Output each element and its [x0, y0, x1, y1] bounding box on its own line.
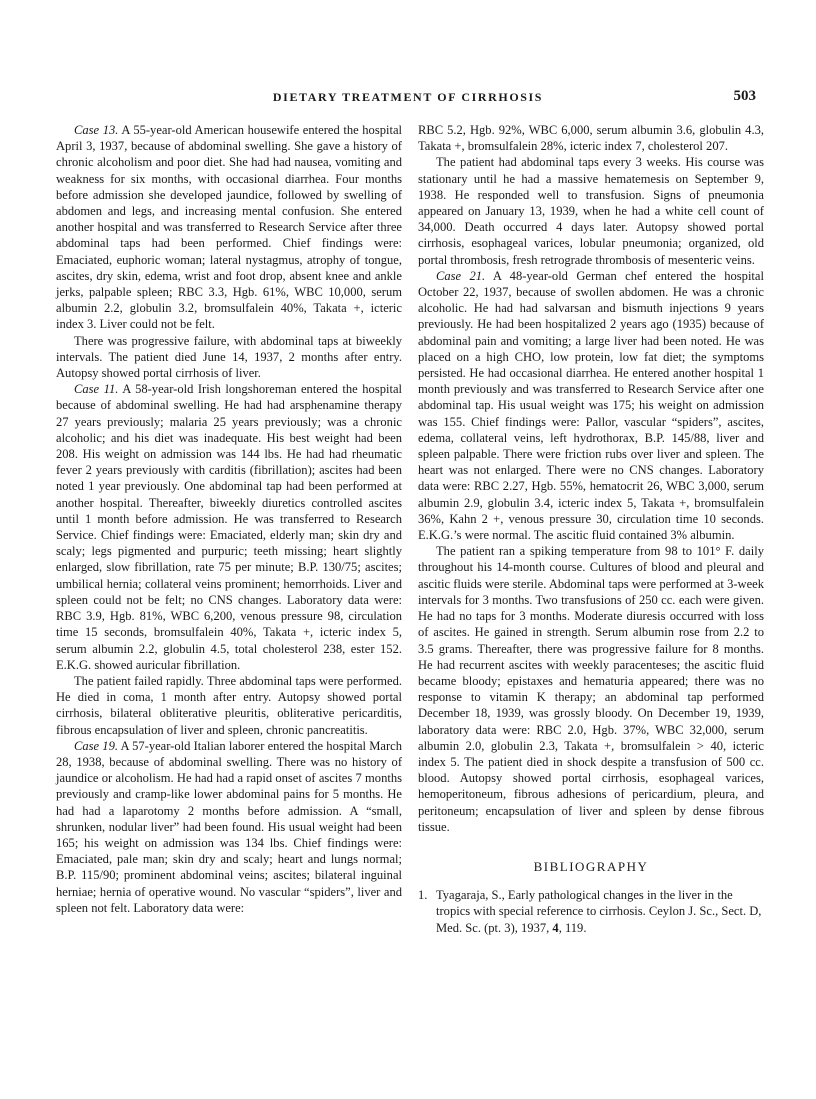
- bibliography-entry-volume: 4: [552, 920, 559, 935]
- bibliography-entry-pages: 119.: [564, 920, 587, 935]
- case-19-continuation: RBC 5.2, Hgb. 92%, WBC 6,000, serum albumin 3.6, globulin 4.3, Takata +, bromsulfalein 28%, icteric index 7, cholesterol 207.: [418, 123, 764, 154]
- right-column: [418, 122, 764, 936]
- bibliography-entry-text: Tyagaraja, S., Early pathological changes in the liver in the tropics with special reference to cirrhosis. Ceylon J. Sc., Sect. D, Med. Sc. (pt. 3), 1937,: [436, 888, 762, 935]
- case-21-label: Case 21.: [436, 268, 486, 283]
- case-21-text: A 48-year-old German chef entered the hospital October 22, 1937, because of swollen abdomen. He was a chronic alcoholic. He had had salvarsan and bismuth injections 9 years previously. He had been hospitalized 2 years ago (1935) because of abdominal pain and vomiting; a large liver had been noted. He was placed on a high CHO, low protein, low fat diet; the symptoms persisted. He had occasional diarrhea. He entered another hospital 1 month previously and was transferred to Research Service after one abdominal tap. His usual weight was 175; his weight on admission was 155. Chief findings were: Pallor, vascular “spiders”, ascites, edema, collateral veins, left hydrothorax, B.P. 145/88, liver and spleen palpable. There were friction rubs over liver and spleen. The heart was not enlarged. There were no CNS changes. Laboratory data were: RBC 2.27, Hgb. 55%, hematocrit 26, WBC 3,000, serum albumin 2.9, globulin 3.4, icteric index 5, Takata +, bromsulfalein 36%, Kahn 2 +, venous pressure 30, circulation time 10 seconds. E.K.G.’s were normal. The ascitic fluid contained 3% albumin.: [418, 268, 764, 543]
- case-13-text: A 55-year-old American housewife entered the hospital April 3, 1937, because of abdominal swelling. She gave a history of chronic alcoholism and poor diet. She had had nausea, vomiting and weakness for six months, with occasional diarrhea. Four months before admission she developed jaundice, followed by swelling of abdomen and legs, and increasing mental confusion. She entered another hospital and was transferred to Research Service after three abdominal taps had been performed. Chief findings were: Emaciated, euphoric woman; lateral nystagmus, atrophy of tongue, ascites, dry skin, edema, wrist and foot drop, absent knee and ankle jerks, palpable spleen; RBC 3.3, Hgb. 61%, WBC 10,000, serum albumin 2.2, globulin 3.2, bromsulfalein 40%, Takata +, icteric index 3. Liver could not be felt.: [56, 123, 403, 332]
- case-13-followup: There was progressive failure, with abdominal taps at biweekly intervals. The patient died June 14, 1937, 2 months after entry. Autopsy showed portal cirrhosis of liver.: [56, 333, 402, 381]
- case-11-followup: The patient failed rapidly. Three abdominal taps were performed. He died in coma, 1 month after entry. Autopsy showed portal cirrhosis, bilateral obliterative pleuritis, obliterative pericarditis, fibrous encapsulation of liver and spleen, chronic pancreatitis.: [56, 673, 402, 737]
- page-number: 503: [733, 88, 756, 104]
- case-13-label: Case 13.: [74, 123, 119, 137]
- case-11-paragraph: [56, 381, 402, 673]
- case-19-followup: The patient had abdominal taps every 3 weeks. His course was stationary until he had a massive hematemesis on September 9, 1938. He responded well to transfusion. Signs of pneumonia appeared on January 13, 1939, when he had a white cell count of 34,000. Death occurred 4 days later. Autopsy showed portal cirrhosis, esophageal varices, lobular pneumonia; organized, old portal thrombosis, fresh retrograde thrombosis of mesenteric veins.: [418, 155, 764, 267]
- running-head: [60, 88, 756, 108]
- bibliography-entry-number: 1.: [418, 888, 428, 903]
- case-19-text: A 57-year-old Italian laborer entered the hospital March 28, 1938, because of abdominal swelling. There was no history of jaundice or alcoholism. He had had a rapid onset of ascites 7 months previously and cramp-like lower abdominal pains for 5 months. He had had a laparotomy 2 months before admission. A “small, shrunken, nodular liver” had been found. His usual weight had been 165; his weight on admission was 134 lbs. Chief findings were: Emaciated, pale man; skin dry and scaly; heart and lungs normal; B.P. 115/90; prominent abdominal veins; ascites; bilateral inguinal herniae; hernia of operative wound. No vascular “spiders”, liver and spleen not felt. Laboratory data were:: [56, 738, 402, 915]
- case-21-paragraph: [418, 268, 764, 543]
- running-title: DIETARY TREATMENT OF CIRRHOSIS: [272, 90, 544, 104]
- case-19-paragraph: [56, 738, 402, 916]
- bibliography-entry: 1. Tyagaraja, S., Early pathological changes in the liver in the tropics with special reference to cirrhosis. Ceylon J. Sc., Sect. D, Med. Sc. (pt. 3), 1937, 4, 119.: [418, 888, 762, 935]
- case-11-text: A 58-year-old Irish longshoreman entered the hospital because of abdominal swelling. He had had arsphenamine therapy 27 years previously; malaria 25 years previously; was a chronic alcoholic; and his diet was inadequate. His best weight had been 208. His weight on admission was 144 lbs. He had had rheumatic fever 2 years previously with carditis (fibrillation); ascites had been noted 1 year previously. One abdominal tap had been performed at another hospital. Thereafter, biweekly diuretics controlled ascites until 1 month before admission. He was transferred to Research Service. Chief findings were: Emaciated, elderly man; skin dry and scaly; legs pigmented and purpuric; teeth missing; heart slightly enlarged, slow fibrillation, rate 75 per minute; B.P. 130/75; ascites; umbilical hernia; collateral veins prominent; hemorrhoids. Liver and spleen could not be felt; no CNS changes. Laboratory data were: RBC 3.9, Hgb. 81%, WBC 6,200, venous pressure 98, circulation time 15 seconds, bromsulfalein 40%, Takata +, icteric index 5, serum albumin 2.2, globulin 4.5, total cholesterol 238, ester 152. E.K.G. showed auricular fibrillation.: [56, 382, 402, 672]
- case-19-label: Case 19.: [74, 738, 118, 753]
- case-11-label: Case 11.: [74, 382, 119, 397]
- case-13-paragraph: [56, 122, 402, 333]
- left-column: [56, 122, 402, 916]
- bibliography-heading: BIBLIOGRAPHY: [533, 858, 649, 874]
- case-21-followup: The patient ran a spiking temperature from 98 to 101° F. daily throughout his 14-month course. Cultures of blood and pleural and ascitic fluids were sterile. Abdominal taps were performed at 3-week intervals for 3 months. Two transfusions of 250 cc. each were given. He had no taps for 3 months. Moderate diuresis occurred with loss of ascites. He gained in strength. Serum albumin rose from 2.2 to 3.5 grams. Thereafter, there was progressive failure for 8 months. He had recurrent ascites with weekly paracenteses; the ascitic fluid became bloody; epistaxes and hematuria appeared; there was no response to vitamin K therapy; an abdominal tap performed December 18, 1939, was grossly bloody. On December 19, 1939, laboratory data were: RBC 2.0, Hgb. 37%, WBC 32,000, serum albumin 2.0, globulin 2.3, Takata +, bromsulfalein > 40, icteric index 5. The patient died in shock despite a transfusion of 500 cc. blood. Autopsy showed portal cirrhosis, esophageal varices, hemoperitoneum, fibrous adhesions of pericardium, pleura, and peritoneum; encapsulation of liver and spleen by dense fibrous tissue.: [418, 544, 764, 834]
